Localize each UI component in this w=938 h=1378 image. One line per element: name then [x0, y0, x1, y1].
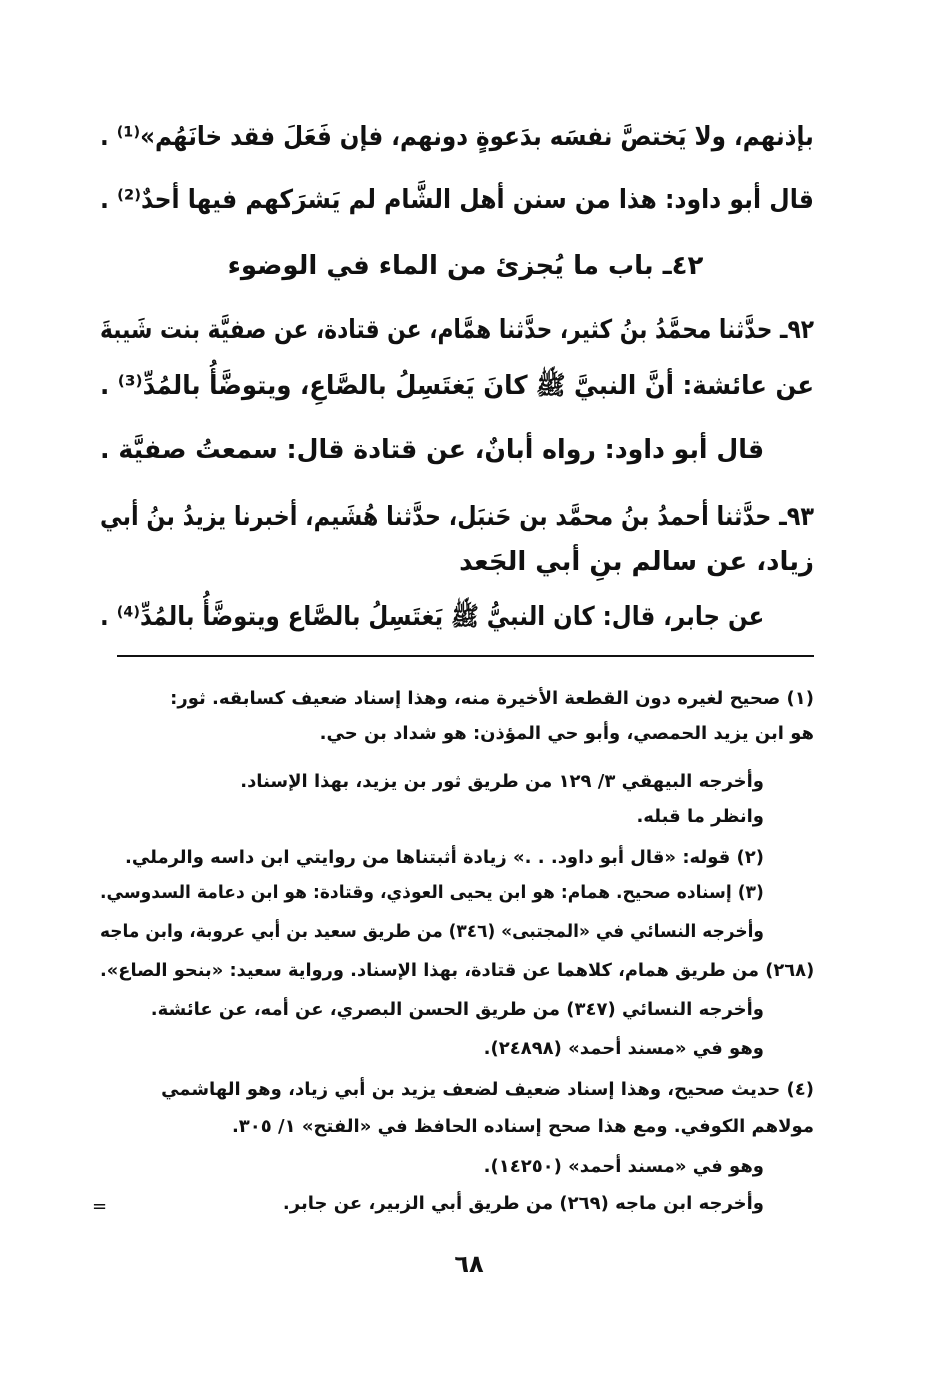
main-text-line: ٩٣ـ حدَّثنا أحمدُ بنُ محمَّد بن حَنبَل، حدَّثنا هُشَيم، أخبرنا يزيدُ بنُ أبي	[100, 502, 814, 532]
footnote-line: وأخرجه النسائي (٣٤٧) من طريق الحسن البصري، عن أمه، عن عائشة.	[150, 999, 764, 1020]
chapter-heading: ٤٢ـ باب ما يُجزئ من الماء في الوضوء	[227, 251, 704, 281]
main-text-line: قال أبو داود: هذا من سنن أهل الشَّام لم يَشرَكهم فيها أحدٌ⁽²⁾ .	[100, 185, 815, 215]
main-text-line: زياد، عن سالم بنِ أبي الجَعد	[459, 547, 814, 577]
footnote-line: هو ابن يزيد الحمصي، وأبو حي المؤذن: هو شداد بن حي.	[319, 723, 814, 744]
footnote-line: (٢٦٨) من طريق همام، كلاهما عن قتادة، بهذا الإسناد. ورواية سعيد: «بنحو الصاع».	[99, 960, 814, 981]
footnote-line: مولاهم الكوفي. ومع هذا صحح إسناده الحافظ في «الفتح» ١/ ٣٠٥.	[231, 1116, 814, 1137]
footnote-separator	[117, 655, 814, 657]
footnote-line: وانظر ما قبله.	[636, 806, 764, 827]
footnote-line: (٣) إسناده صحيح. همام: هو ابن يحيى العوذي، وقتادة: هو ابن دعامة السدوسي.	[100, 882, 764, 903]
footnote-line: وأخرجه النسائي في «المجتبى» (٣٤٦) من طريق سعيد بن أبي عروبة، وابن ماجه	[100, 921, 764, 942]
footnote-line: (١) صحيح لغيره دون القطعة الأخيرة منه، وهذا إسناد ضعيف كسابقه. ثور:	[170, 688, 814, 709]
footnote-line: (٤) حديث صحيح، وهذا إسناد ضعيف لضعف يزيد بن أبي زياد، وهو الهاشمي	[161, 1079, 814, 1100]
main-text-line: عن جابر، قال: كان النبيُّ ﷺ يَغتَسِلُ بالصَّاع ويتوضَّأُ بالمُدِّ⁽⁴⁾ .	[99, 602, 764, 632]
footnote-line: (٢) قوله: «قال أبو داود. . .» زيادة أثبتناها من روايتي ابن داسه والرملي.	[125, 847, 764, 868]
footnote-line: وأخرجه ابن ماجه (٢٦٩) من طريق أبي الزبير، عن جابر.	[282, 1193, 764, 1214]
continuation-mark: =	[92, 1196, 108, 1217]
main-text-line: قال أبو داود: رواه أبانٌ، عن قتادة قال: سمعتُ صفيَّة .	[99, 435, 764, 465]
main-text-line: بإذنهم، ولا يَختصَّ نفسَه بدَعوةٍ دونهم، فإن فَعَلَ فقد خانَهُم»⁽¹⁾ .	[100, 122, 815, 152]
footnote-line: وهو في «مسند أحمد» (١٤٢٥٠).	[483, 1156, 764, 1177]
footnote-line: وهو في «مسند أحمد» (٢٤٨٩٨).	[483, 1038, 764, 1059]
main-text-line: عن عائشة: أنَّ النبيَّ ﷺ كانَ يَغتَسِلُ بالصَّاعِ، ويتوضَّأُ بالمُدِّ⁽³⁾ .	[99, 371, 814, 401]
page-number: ٦٨	[454, 1250, 484, 1278]
main-text-line: ٩٢ـ حدَّثنا محمَّدُ بنُ كثير، حدَّثنا همَّام، عن قتادة، عن صفيَّة بنت شَيبةَ	[99, 315, 814, 345]
footnote-line: وأخرجه البيهقي ٣/ ١٢٩ من طريق ثور بن يزيد، بهذا الإسناد.	[240, 771, 764, 792]
